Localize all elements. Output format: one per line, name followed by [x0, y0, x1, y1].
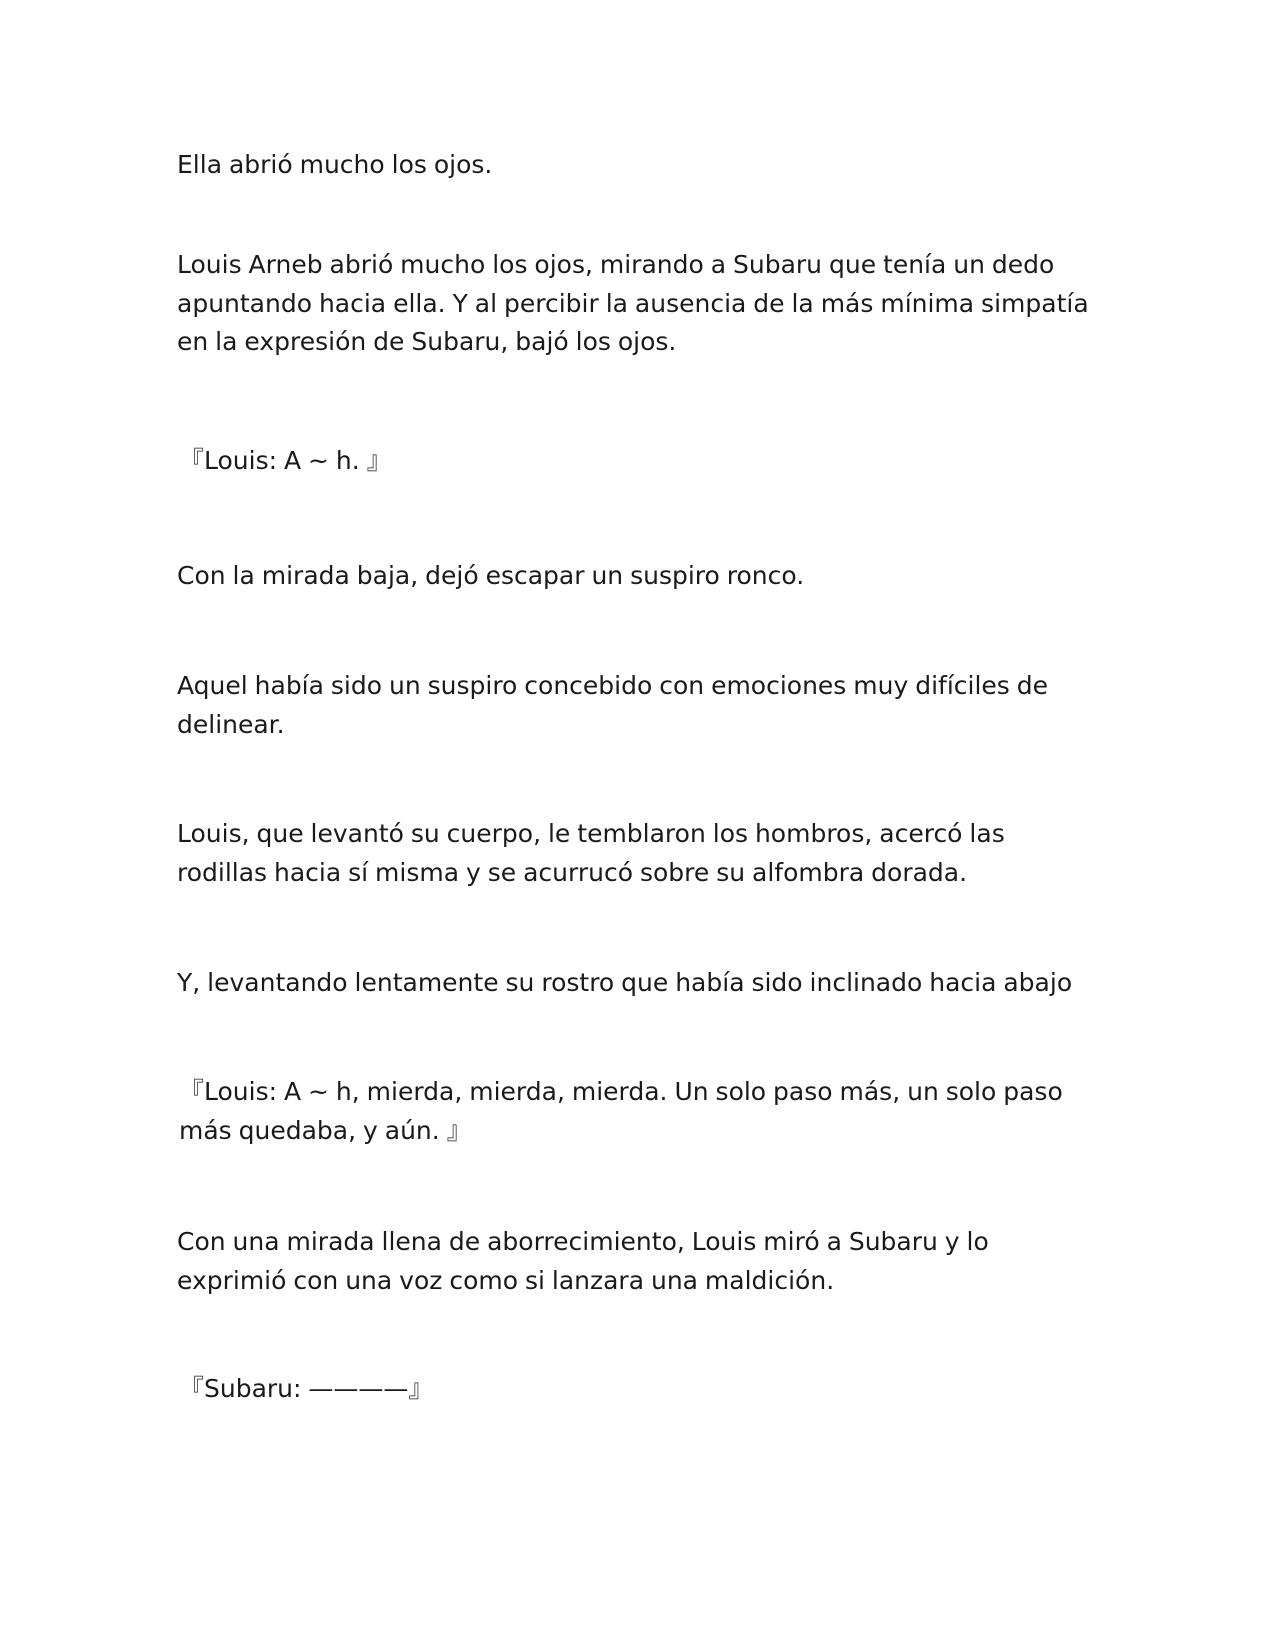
paragraph-5: Louis, que levantó su cuerpo, le temblaron los hombros, acercó las rodillas hacia sí misma y se acurrucó sobre su alfombra dorada.	[177, 819, 1005, 887]
paragraph-7: Con una mirada llena de aborrecimiento, Louis miró a Subaru y lo exprimió con una voz como si lanzara una maldición.	[177, 1227, 989, 1295]
paragraph-2: Louis Arneb abrió mucho los ojos, mirando a Subaru que tenía un dedo apuntando hacia ella. Y al percibir la ausencia de la más mínima simpatía en la expresión de Subaru, bajó los ojos.	[177, 250, 1089, 356]
paragraph-6: Y, levantando lentamente su rostro que había sido inclinado hacia abajo	[177, 968, 1073, 997]
dialogue-subaru: 『Subaru: ————』	[179, 1374, 434, 1403]
paragraph-1: Ella abrió mucho los ojos.	[177, 150, 493, 179]
dialogue-louis-2: 『Louis: A ~ h, mierda, mierda, mierda. Un solo paso más, un solo paso más quedaba, y aún. 』	[179, 1077, 1063, 1145]
paragraph-3: Con la mirada baja, dejó escapar un suspiro ronco.	[177, 561, 805, 590]
paragraph-4: Aquel había sido un suspiro concebido con emociones muy difíciles de delinear.	[177, 671, 1049, 739]
dialogue-louis-1: 『Louis: A ~ h. 』	[179, 446, 392, 475]
